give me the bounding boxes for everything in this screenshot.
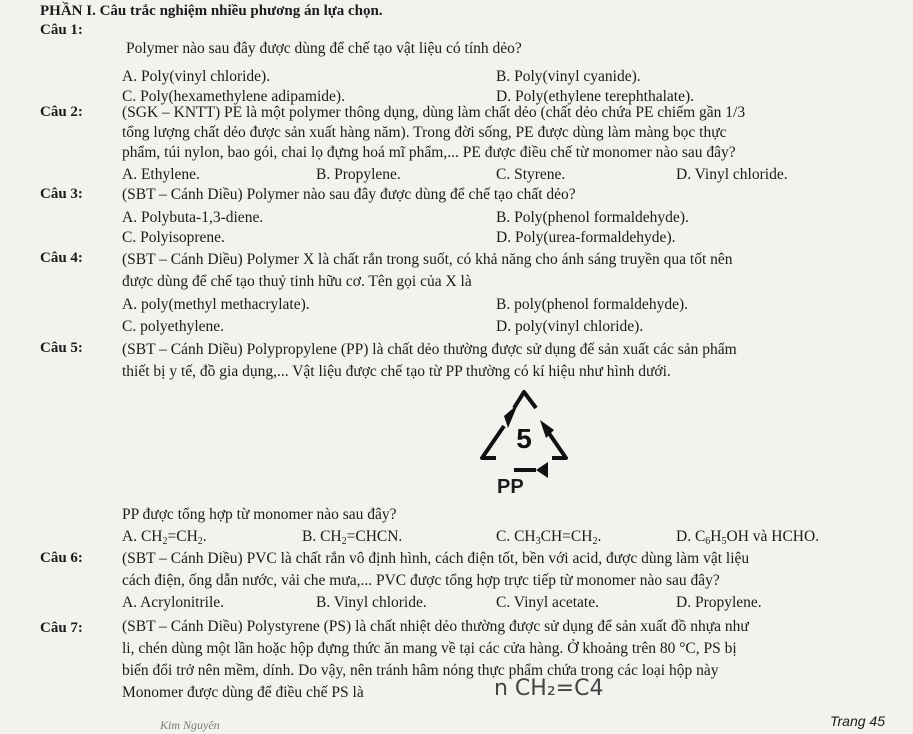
q2-label: Câu 2:: [40, 104, 83, 120]
q6-option-d: D. Propylene.: [676, 594, 762, 611]
q2-option-a: A. Ethylene.: [122, 166, 200, 183]
q4-line-1: (SBT – Cánh Diều) Polymer X là chất rắn trong suốt, có khả năng cho ánh sáng truyền qua tốt nên: [122, 251, 733, 268]
q7-line-4: Monomer được dùng để điều chế PS là: [122, 684, 364, 701]
q2-line-1: (SGK – KNTT) PE là một polymer thông dụng, dùng làm chất dẻo (chất dẻo chứa PE chiếm gần 1/3: [122, 104, 746, 121]
q2-option-b: B. Propylene.: [316, 166, 401, 183]
q4-option-c: C. polyethylene.: [122, 318, 225, 335]
recycle-code: 5: [516, 423, 532, 454]
recycle-label: PP: [497, 476, 524, 498]
q5-option-b: B. $CH_2=CHCN$.: [302, 528, 403, 547]
q5-label: Câu 5:: [40, 340, 83, 356]
q1-option-d: D. Poly(ethylene terephthalate).: [496, 88, 694, 105]
q3-label: Câu 3:: [40, 186, 83, 202]
q7-label: Câu 7:: [40, 620, 83, 636]
q7-line-1: (SBT – Cánh Diều) Polystyrene (PS) là chất nhiệt dẻo thường được sử dụng để sản xuất đồ nhựa như: [122, 618, 749, 635]
q7-line-3: biến đổi trở nên mềm, dính. Do vậy, nên tránh hâm nóng thực phẩm chứa trong các loại hộp này: [122, 662, 719, 679]
q3-text: (SBT – Cánh Diều) Polymer nào sau đây được dùng để chế tạo chất dẻo?: [122, 186, 576, 203]
q6-option-c: C. Vinyl acetate.: [496, 594, 599, 611]
q6-line-2: cách điện, ống dẫn nước, vải che mưa,... PVC được tổng hợp trực tiếp từ monomer nào sau đây?: [122, 572, 720, 589]
q3-option-a: A. Polybuta-1,3-diene.: [122, 209, 264, 226]
q5-question: PP được tổng hợp từ monomer nào sau đây?: [122, 506, 397, 523]
q5-line-2: thiết bị y tế, đồ gia dụng,... Vật liệu được chế tạo từ PP thường có kí hiệu như hình dưới.: [122, 363, 671, 380]
q1-label: Câu 1:: [40, 22, 83, 38]
q4-line-2: được dùng để chế tạo thuỷ tinh hữu cơ. Tên gọi của X là: [122, 273, 472, 290]
handwritten-note: n CH₂=C4: [494, 676, 604, 701]
q3-option-d: D. Poly(urea-formaldehyde).: [496, 229, 676, 246]
q2-option-d: D. Vinyl chloride.: [676, 166, 788, 183]
q1-option-a: A. Poly(vinyl chloride).: [122, 68, 271, 85]
q3-option-b: B. Poly(phenol formaldehyde).: [496, 209, 689, 226]
page-number: Trang 45: [830, 713, 885, 729]
q1-option-c: C. Poly(hexamethylene adipamide).: [122, 88, 345, 105]
recycle-symbol-5-icon: [474, 386, 574, 496]
part-title: PHẦN I. Câu trắc nghiệm nhiều phương án lựa chọn.: [40, 3, 383, 19]
q1-text: Polymer nào sau đây được dùng để chế tạo vật liệu có tính dẻo?: [126, 40, 522, 57]
q2-option-c: C. Styrene.: [496, 166, 566, 183]
q4-option-d: D. poly(vinyl chloride).: [496, 318, 644, 335]
q6-line-1: (SBT – Cánh Diều) PVC là chất rắn vô định hình, cách điện tốt, bền với acid, được dùng làm vật liệu: [122, 550, 750, 567]
q3-option-c: C. Polyisoprene.: [122, 229, 225, 246]
q5-option-a: A. $CH_2=CH_2$.: [122, 528, 207, 547]
q2-line-2: tổng lượng chất dẻo được sản xuất hàng năm). Trong đời sống, PE được dùng làm màng bọc thực: [122, 124, 727, 141]
q5-option-c: C. $CH_3CH=CH_2$.: [496, 528, 602, 547]
footer-author: Kim Nguyên: [160, 718, 220, 732]
q6-option-b: B. Vinyl chloride.: [316, 594, 427, 611]
q6-option-a: A. Acrylonitrile.: [122, 594, 225, 611]
q5-option-d: D. $C_6H_5OH$ và HCHO.: [676, 528, 820, 547]
q1-option-b: B. Poly(vinyl cyanide).: [496, 68, 641, 85]
q4-option-a: A. poly(methyl methacrylate).: [122, 296, 310, 313]
q4-label: Câu 4:: [40, 250, 83, 266]
q4-option-b: B. poly(phenol formaldehyde).: [496, 296, 688, 313]
q2-line-3: phẩm, túi nylon, bao gói, chai lọ đựng hoá mĩ phẩm,... PE được điều chế từ monomer nào sau đây?: [122, 144, 736, 161]
q5-line-1: (SBT – Cánh Diều) Polypropylene (PP) là chất dẻo thường được sử dụng để sản xuất các sản phẩm: [122, 341, 737, 358]
q6-label: Câu 6:: [40, 550, 83, 566]
q7-line-2: li, chén dùng một lần hoặc hộp đựng thức ăn mang về tại các cửa hàng. Ở khoảng trên 80 °C, PS bị: [122, 640, 737, 657]
